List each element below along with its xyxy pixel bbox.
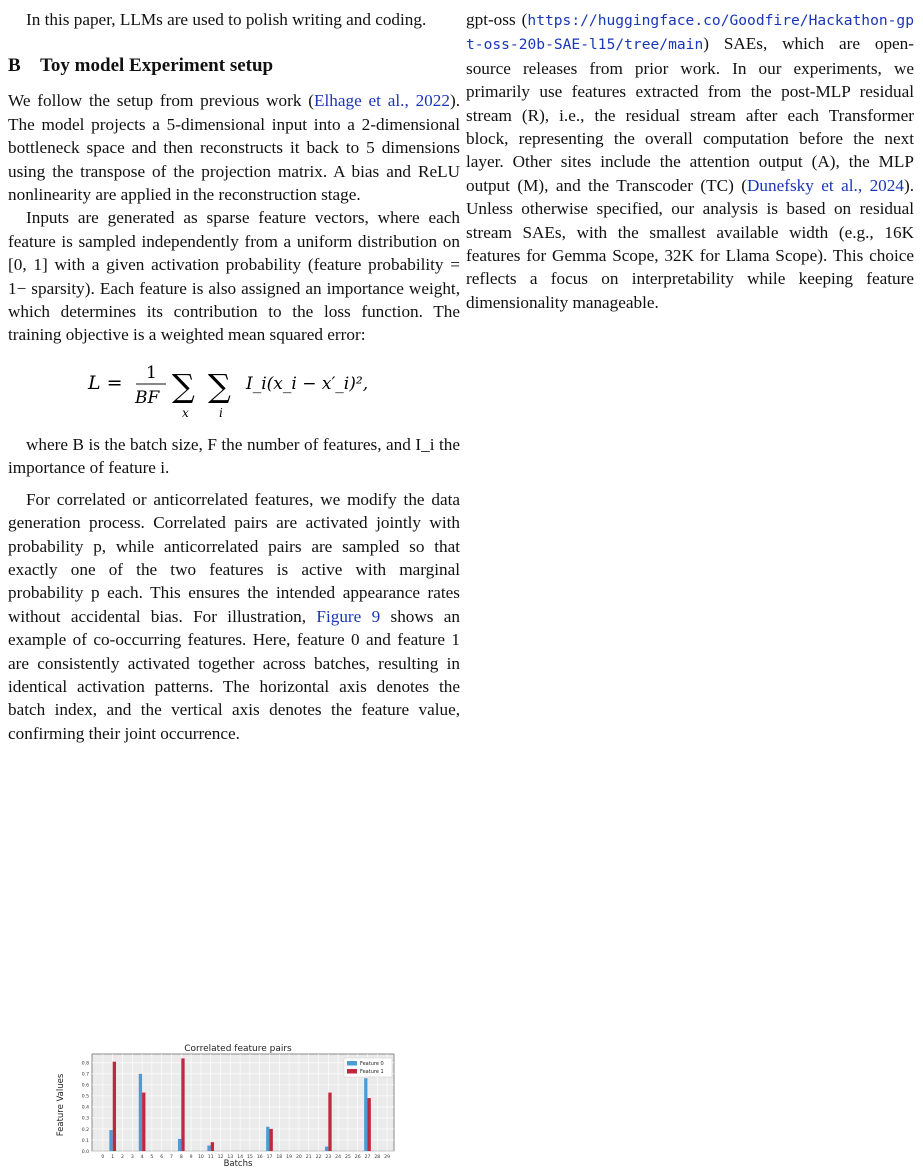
text-span: shows an example of co-occurring features. Here, feature 0 and feature 1 are consistently activated together across batches, resulting in identical activation patterns. The horizontal axis denotes the batch index, and the vertical axis denotes the feature value, confirming their joint occurrence. — [8, 606, 461, 743]
legend-swatch — [347, 1061, 357, 1066]
citation-link-elhage[interactable]: Elhage et al., 2022 — [314, 91, 450, 111]
x-tick-label: 22 — [315, 1155, 322, 1160]
chart-title: Correlated feature pairs — [184, 1044, 292, 1054]
chart-ylabel: Feature Values — [56, 1073, 66, 1137]
sum-symbol-x: ∑ — [172, 366, 195, 405]
bar-feature-1 — [142, 1093, 145, 1151]
x-tick-label: 19 — [286, 1155, 293, 1160]
legend-label: Feature 1 — [360, 1069, 384, 1076]
bar-feature-1 — [181, 1058, 184, 1151]
y-tick-label: 0.5 — [81, 1094, 89, 1100]
legend-label: Feature 0 — [360, 1061, 384, 1068]
sae-paragraph — [466, 8, 914, 314]
x-tick-label: 2 — [121, 1155, 124, 1160]
x-tick-label: 24 — [335, 1155, 342, 1160]
text-span: We follow the setup from previous work ( — [8, 91, 315, 111]
section-title: Toy model Experiment setup — [40, 55, 274, 77]
y-tick-label: 0.4 — [81, 1105, 89, 1111]
inputs-paragraph: Inputs are generated as sparse feature vectors, where each feature is sampled independently from a uniform distribution on [0, 1] with a given activation probability (feature probability = 1− sparsity). Each feature is also assigned an importance weight, which determines its contribution to the loss function. The training objective is a weighted mean squared error: — [8, 208, 460, 345]
huggingface-url-link[interactable]: https://huggingface.co/Goodfire/Hackathon-gpt-oss-20b-SAE-l15/tree/main — [466, 12, 914, 54]
x-tick-label: 8 — [179, 1155, 183, 1160]
x-tick-label: 14 — [237, 1155, 244, 1160]
loss-equation — [8, 361, 460, 421]
text-span: For correlated or anticorrelated features, we modify the data generation process. Correlated pairs are activated jointly with probability p, while anticorrelated pairs are sampled so that exactly one of the two features is active with marginal probability p each. This ensures the intended appearance rates without accidental bias. For illustration, — [8, 489, 460, 626]
bar-feature-0 — [109, 1130, 112, 1151]
section-number: B — [8, 55, 21, 77]
x-tick-label: 5 — [150, 1155, 154, 1160]
x-tick-label: 29 — [384, 1155, 391, 1160]
eq-body: I_i(x_i − x′_i)², — [246, 373, 369, 394]
x-tick-label: 23 — [325, 1155, 332, 1160]
text-span: gpt-oss ( — [466, 10, 528, 29]
y-tick-label: 0.6 — [81, 1083, 89, 1089]
section-heading — [8, 55, 460, 77]
figure-9-link[interactable]: Figure 9 — [316, 606, 381, 626]
bar-feature-1 — [328, 1093, 331, 1151]
bar-feature-1 — [211, 1142, 214, 1151]
y-tick-label: 0.8 — [81, 1061, 89, 1067]
eq-denominator: BF — [135, 387, 160, 408]
correlated-feature-chart — [54, 1040, 404, 1168]
eq-sum-i: i — [219, 405, 223, 420]
x-tick-label: 21 — [305, 1155, 312, 1160]
left-column — [8, 0, 460, 745]
bar-feature-1 — [270, 1129, 273, 1151]
x-tick-label: 13 — [227, 1155, 234, 1160]
x-tick-label: 16 — [256, 1155, 263, 1160]
x-tick-label: 11 — [207, 1155, 214, 1160]
text-span: ). Unless otherwise specified, our analysis is based on residual stream SAEs, with the smallest available width (e.g., 16K features for Gemma Scope, 32K for Llama Scope). This choice reflects a focus on interpretability while keeping feature dimensionality manageable. — [466, 175, 914, 312]
text-span: ) SAEs, which are open-source releases from prior work. In our experiments, we primarily use features extracted from the post-MLP residual stream (R), i.e., the residual stream after each Transformer block, representing the overall computation before the next layer. Other sites include the attention output (A), the MLP output (M), and the Transcoder (TC) ( — [466, 34, 914, 195]
y-tick-label: 0.3 — [81, 1116, 89, 1122]
setup-paragraph — [8, 89, 460, 206]
y-tick-label: 0.2 — [81, 1127, 89, 1133]
x-tick-label: 4 — [140, 1155, 144, 1160]
right-column — [466, 0, 914, 314]
x-tick-label: 6 — [160, 1155, 164, 1160]
x-tick-label: 7 — [170, 1155, 173, 1160]
y-tick-label: 0.0 — [81, 1149, 89, 1155]
x-tick-label: 27 — [364, 1155, 371, 1160]
where-paragraph: where B is the batch size, F the number of features, and I_i the importance of feature i. — [8, 434, 460, 478]
text-span: ). The model projects a 5-dimensional input into a 2-dimensional bottleneck space and then reconstructs it back to 5 dimensions using the transpose of the projection matrix. A bias and ReLU nonlinearity are applied in the reconstruction stage. — [8, 91, 460, 205]
eq-lhs: L = — [88, 371, 123, 394]
bar-feature-0 — [207, 1145, 210, 1151]
x-tick-label: 18 — [276, 1155, 283, 1160]
bar-feature-1 — [113, 1062, 116, 1151]
bar-feature-0 — [325, 1147, 328, 1151]
legend-swatch — [347, 1069, 357, 1074]
x-tick-label: 10 — [197, 1155, 204, 1160]
y-tick-label: 0.7 — [81, 1072, 89, 1078]
bar-feature-0 — [364, 1078, 367, 1151]
x-tick-label: 15 — [246, 1155, 253, 1160]
citation-link-dunefsky[interactable]: Dunefsky et al., 2024 — [747, 175, 904, 195]
sum-symbol-i: ∑ — [208, 366, 231, 405]
eq-numerator: 1 — [146, 362, 157, 383]
bar-feature-1 — [368, 1098, 371, 1151]
bar-feature-0 — [139, 1074, 142, 1151]
x-tick-label: 25 — [344, 1155, 351, 1160]
eq-sum-x: x — [182, 405, 189, 420]
x-tick-label: 28 — [374, 1155, 381, 1160]
x-tick-label: 3 — [130, 1155, 134, 1160]
x-tick-label: 9 — [189, 1155, 193, 1160]
x-tick-label: 26 — [354, 1155, 361, 1160]
y-tick-label: 0.1 — [81, 1138, 89, 1144]
bar-feature-0 — [178, 1139, 181, 1151]
x-tick-label: 0 — [101, 1155, 105, 1160]
llm-usage-paragraph: In this paper, LLMs are used to polish writing and coding. — [26, 10, 427, 29]
x-tick-label: 17 — [266, 1155, 273, 1160]
correlated-paragraph — [8, 488, 460, 745]
x-tick-label: 1 — [111, 1155, 115, 1160]
x-tick-label: 20 — [295, 1155, 302, 1160]
bar-feature-0 — [266, 1127, 269, 1151]
chart-xlabel: Batchs — [223, 1159, 253, 1168]
x-tick-label: 12 — [217, 1155, 224, 1160]
